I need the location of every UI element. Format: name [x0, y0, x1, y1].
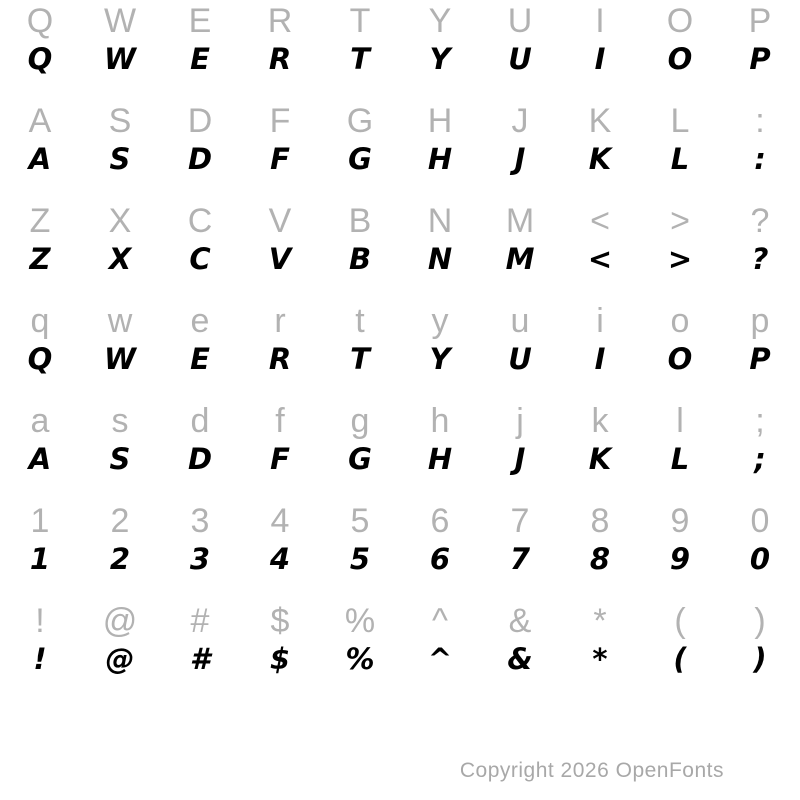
- glyph-cell: S: [109, 142, 131, 176]
- glyph-cell: E: [190, 42, 210, 76]
- glyph-cell: V: [268, 242, 292, 276]
- glyph-cell: #: [190, 602, 210, 640]
- glyph-cell: G: [348, 442, 372, 476]
- glyph-row-black: [0, 39, 800, 79]
- glyph-cell: j: [516, 402, 524, 440]
- glyph-cell: 2: [109, 542, 131, 576]
- glyph-pair-row: [0, 300, 800, 400]
- glyph-cell: Y: [428, 2, 452, 40]
- glyph-pair-row: [0, 200, 800, 300]
- glyph-row-gray: [0, 1, 800, 41]
- glyph-cell: T: [349, 2, 371, 40]
- glyph-cell: D: [187, 142, 213, 176]
- glyph-cell: B: [348, 242, 372, 276]
- glyph-row-gray: [0, 201, 800, 241]
- glyph-cell: t: [355, 302, 365, 340]
- glyph-cell: %: [344, 602, 376, 640]
- glyph-cell: r: [274, 302, 286, 340]
- glyph-cell: i: [596, 302, 604, 340]
- glyph-cell: d: [190, 402, 210, 440]
- glyph-cell: G: [348, 142, 372, 176]
- glyph-row-black: [0, 239, 800, 279]
- glyph-row-gray: [0, 301, 800, 341]
- glyph-cell: T: [350, 42, 370, 76]
- glyph-cell: P: [748, 2, 772, 40]
- glyph-cell: W: [103, 2, 137, 40]
- glyph-cell: (: [673, 642, 687, 676]
- glyph-cell: M: [505, 202, 535, 240]
- glyph-cell: 6: [429, 542, 451, 576]
- glyph-cell: S: [109, 442, 131, 476]
- glyph-cell: Z: [29, 242, 51, 276]
- glyph-cell: I: [595, 2, 605, 40]
- glyph-cell: y: [431, 302, 449, 340]
- glyph-cell: @: [105, 642, 135, 676]
- glyph-cell: <: [587, 242, 613, 276]
- glyph-row-black: [0, 339, 800, 379]
- glyph-cell: w: [107, 302, 133, 340]
- glyph-cell: f: [275, 402, 285, 440]
- glyph-row-gray: [0, 601, 800, 641]
- glyph-cell: X: [108, 242, 132, 276]
- glyph-cell: L: [670, 142, 690, 176]
- glyph-cell: J: [514, 442, 526, 476]
- glyph-cell: M: [505, 242, 535, 276]
- glyph-cell: W: [104, 42, 136, 76]
- glyph-cell: U: [507, 2, 533, 40]
- glyph-cell: R: [268, 42, 292, 76]
- glyph-cell: >: [667, 242, 693, 276]
- glyph-cell: H: [427, 142, 453, 176]
- glyph-cell: U: [508, 342, 532, 376]
- glyph-cell: !: [35, 602, 45, 640]
- glyph-cell: C: [189, 242, 211, 276]
- glyph-cell: E: [190, 342, 210, 376]
- glyph-cell: W: [104, 342, 136, 376]
- glyph-cell: I: [594, 42, 606, 76]
- glyph-cell: ;: [755, 402, 765, 440]
- glyph-cell: 7: [510, 502, 530, 540]
- glyph-cell: #: [189, 642, 211, 676]
- glyph-cell: 9: [669, 542, 691, 576]
- glyph-cell: K: [588, 442, 612, 476]
- glyph-cell: V: [268, 202, 292, 240]
- glyph-cell: U: [508, 42, 532, 76]
- glyph-cell: 5: [350, 502, 370, 540]
- glyph-cell: J: [514, 142, 526, 176]
- glyph-row-black: [0, 539, 800, 579]
- glyph-cell: 4: [270, 502, 290, 540]
- glyph-cell: @: [102, 602, 138, 640]
- glyph-cell: ^: [432, 602, 448, 640]
- glyph-cell: ?: [750, 202, 770, 240]
- copyright-text: Copyright 2026 OpenFonts: [459, 759, 724, 782]
- glyph-cell: ?: [751, 242, 769, 276]
- glyph-cell: A: [28, 142, 52, 176]
- glyph-cell: D: [187, 102, 213, 140]
- glyph-cell: N: [427, 202, 453, 240]
- glyph-row-black: [0, 639, 800, 679]
- glyph-pair-row: [0, 100, 800, 200]
- glyph-cell: O: [667, 42, 693, 76]
- glyph-cell: 4: [269, 542, 291, 576]
- glyph-cell: 0: [749, 542, 771, 576]
- glyph-pair-row: [0, 0, 800, 100]
- glyph-cell: D: [187, 442, 213, 476]
- glyph-cell: ;: [754, 442, 766, 476]
- glyph-cell: Y: [429, 42, 451, 76]
- glyph-cell: ): [753, 642, 767, 676]
- glyph-cell: 9: [670, 502, 690, 540]
- glyph-cell: O: [666, 2, 694, 40]
- glyph-cell: g: [350, 402, 370, 440]
- glyph-cell: R: [268, 342, 292, 376]
- glyph-cell: l: [676, 402, 684, 440]
- glyph-cell: (: [674, 602, 686, 640]
- glyph-cell: a: [30, 402, 50, 440]
- glyph-cell: !: [33, 642, 47, 676]
- glyph-cell: R: [267, 2, 293, 40]
- glyph-cell: Z: [29, 202, 51, 240]
- glyph-cell: k: [591, 402, 609, 440]
- glyph-cell: h: [430, 402, 450, 440]
- glyph-cell: 1: [29, 542, 51, 576]
- glyph-cell: F: [270, 142, 290, 176]
- glyph-row-black: [0, 139, 800, 179]
- glyph-cell: P: [749, 342, 771, 376]
- glyph-cell: :: [754, 142, 766, 176]
- glyph-cell: Y: [429, 342, 451, 376]
- glyph-cell: 7: [509, 542, 531, 576]
- glyph-cell: $: [269, 642, 291, 676]
- glyph-cell: &: [507, 642, 533, 676]
- glyph-pair-row: [0, 400, 800, 500]
- glyph-pair-row: [0, 600, 800, 700]
- glyph-cell: *: [593, 602, 607, 640]
- glyph-cell: Q: [27, 342, 53, 376]
- glyph-cell: <: [590, 202, 610, 240]
- glyph-cell: ^: [427, 642, 453, 676]
- glyph-cell: &: [508, 602, 532, 640]
- glyph-cell: 1: [30, 502, 50, 540]
- glyph-cell: 3: [190, 502, 210, 540]
- glyph-cell: A: [28, 442, 52, 476]
- glyph-cell: K: [588, 102, 612, 140]
- glyph-cell: o: [670, 302, 690, 340]
- glyph-pair-row: [0, 500, 800, 600]
- glyph-cell: 2: [110, 502, 130, 540]
- glyph-cell: 8: [589, 542, 611, 576]
- glyph-cell: L: [670, 102, 690, 140]
- glyph-cell: Q: [26, 2, 54, 40]
- glyph-cell: P: [749, 42, 771, 76]
- glyph-row-gray: [0, 101, 800, 141]
- glyph-cell: B: [348, 202, 372, 240]
- glyph-cell: A: [28, 102, 52, 140]
- glyph-cell: K: [588, 142, 612, 176]
- glyph-cell: 6: [430, 502, 450, 540]
- glyph-cell: I: [594, 342, 606, 376]
- glyph-cell: S: [108, 102, 132, 140]
- glyph-cell: O: [667, 342, 693, 376]
- glyph-cell: *: [592, 642, 608, 676]
- glyph-cell: ): [754, 602, 766, 640]
- glyph-cell: s: [111, 402, 129, 440]
- glyph-cell: N: [427, 242, 453, 276]
- glyph-cell: F: [270, 442, 290, 476]
- glyph-cell: e: [190, 302, 210, 340]
- glyph-cell: T: [350, 342, 370, 376]
- glyph-cell: q: [30, 302, 50, 340]
- glyph-cell: F: [269, 102, 291, 140]
- glyph-cell: C: [187, 202, 213, 240]
- glyph-cell: X: [108, 202, 132, 240]
- glyph-cell: H: [427, 442, 453, 476]
- glyph-cell: u: [510, 302, 530, 340]
- glyph-cell: $: [270, 602, 290, 640]
- glyph-cell: p: [750, 302, 770, 340]
- glyph-cell: Q: [27, 42, 53, 76]
- glyph-cell: 3: [189, 542, 211, 576]
- glyph-cell: >: [670, 202, 690, 240]
- glyph-cell: G: [346, 102, 374, 140]
- glyph-cell: J: [511, 102, 529, 140]
- glyph-cell: 8: [590, 502, 610, 540]
- glyph-row-gray: [0, 401, 800, 441]
- glyph-cell: E: [188, 2, 212, 40]
- glyph-cell: %: [345, 642, 375, 676]
- glyph-row-gray: [0, 501, 800, 541]
- glyph-cell: 0: [750, 502, 770, 540]
- glyph-row-black: [0, 439, 800, 479]
- glyph-cell: 5: [349, 542, 371, 576]
- glyph-cell: H: [427, 102, 453, 140]
- glyph-cell: L: [670, 442, 690, 476]
- glyph-cell: :: [755, 102, 765, 140]
